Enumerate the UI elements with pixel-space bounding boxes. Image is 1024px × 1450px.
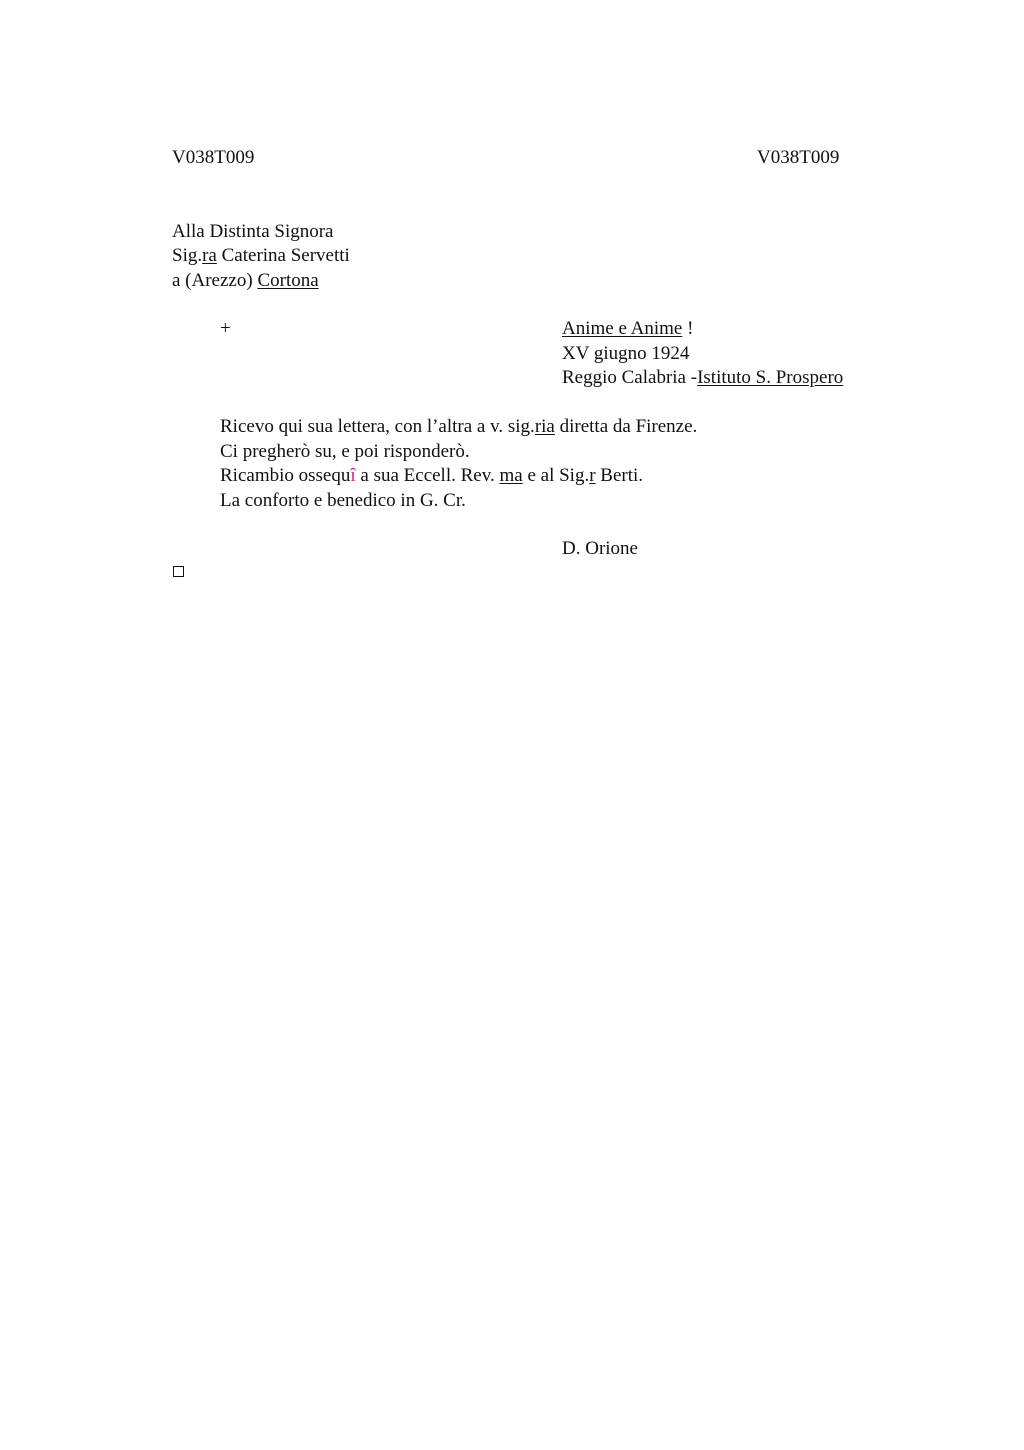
document-code-left: V038T009 — [172, 147, 255, 168]
address-line-3: a (Arezzo) Cortona — [172, 270, 319, 291]
checkbox-icon — [173, 566, 184, 577]
address-line-2: Sig.ra Caterina Servetti — [172, 245, 350, 266]
document-code-right: V038T009 — [757, 147, 840, 168]
letterhead-motto: Anime e Anime ! — [562, 318, 694, 339]
body-line-1: Ricevo qui sua lettera, con l’altra a v. sig.ria diretta da Firenze. — [220, 416, 698, 437]
letter-date: XV giugno 1924 — [562, 343, 690, 364]
signature: D. Orione — [562, 538, 638, 559]
body-line-2: Ci pregherò su, e poi risponderò. — [220, 441, 470, 462]
address-line-1: Alla Distinta Signora — [172, 221, 334, 242]
body-line-4: La conforto e benedico in G. Cr. — [220, 490, 466, 511]
letter-place: Reggio Calabria -Istituto S. Prospero — [562, 367, 844, 388]
cross-symbol: + — [220, 318, 231, 339]
body-line-3: Ricambio ossequî a sua Eccell. Rev. ma e al Sig.r Berti. — [220, 465, 644, 486]
